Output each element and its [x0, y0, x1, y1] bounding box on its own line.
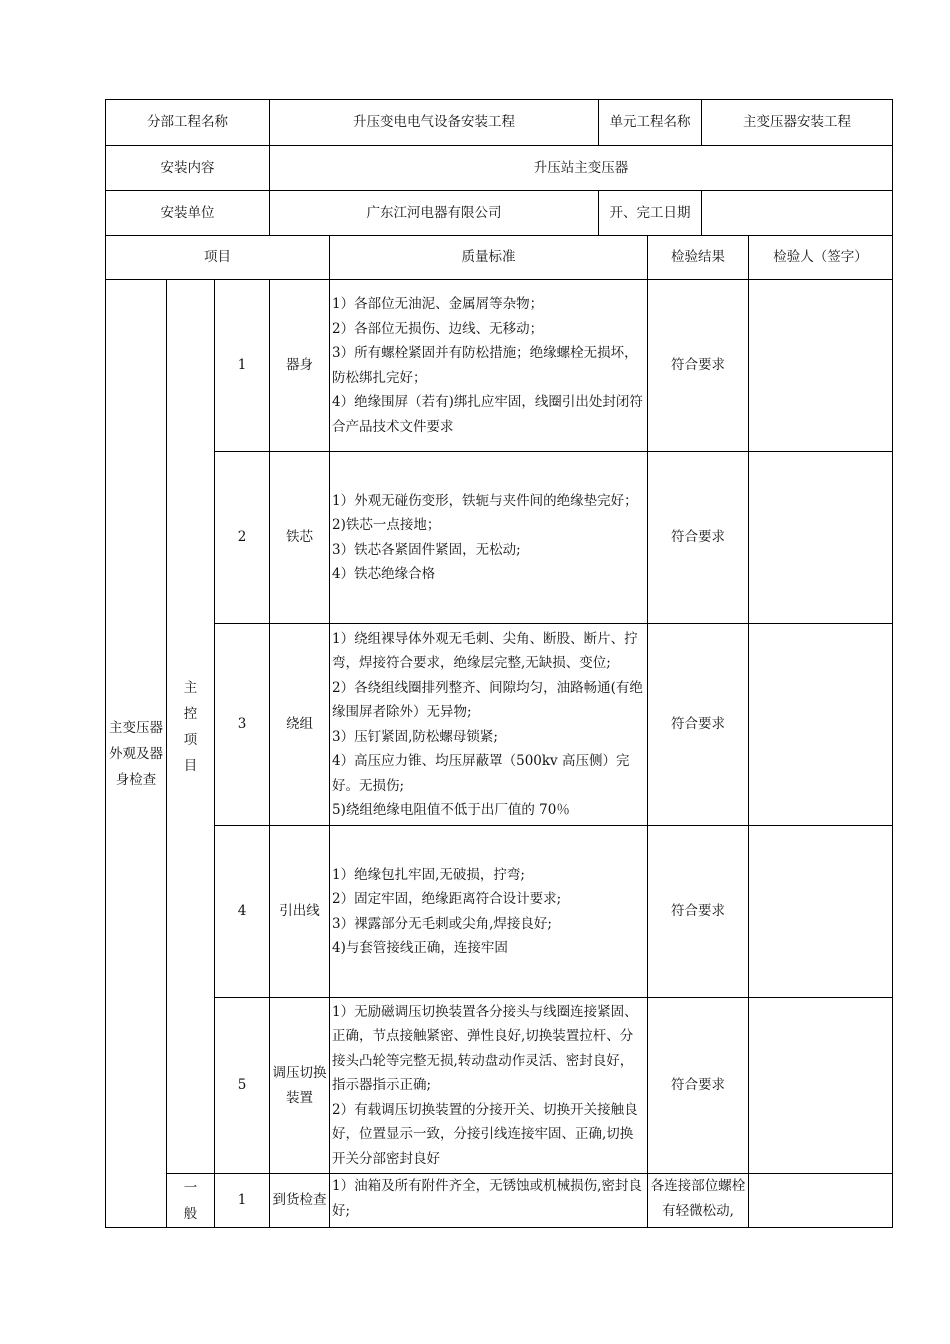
- standard-line: 4）铁芯绝缘合格: [332, 566, 436, 582]
- standard-line: 4)与套管接线正确，连接牢固: [332, 940, 508, 956]
- quality-standard: [330, 826, 648, 998]
- inspection-form: [105, 99, 892, 1228]
- standard-line: 2）各绕组线圈排列整齐、间隙均匀，油路畅通(有绝缘围屏者除外）无异物;: [332, 679, 643, 720]
- standard-line: 1）绝缘包扎牢固,无破损，拧弯;: [332, 866, 525, 883]
- inspection-result: 各连接部位螺栓有轻微松动,: [648, 1174, 749, 1228]
- group-char: 般: [183, 1205, 198, 1222]
- standard-line: 1）各部位无油泥、金属屑等杂物；: [332, 296, 544, 312]
- quality-standard: [330, 998, 648, 1174]
- standard-line: 2)铁芯一点接地；: [332, 517, 441, 533]
- section-label-line: 主变压器: [109, 719, 163, 736]
- standard-line: 2）有载调压切换装置的分接开关、切换开关接触良好，位置显示一致，分接引线连接牢固、正确,切换开关分部密封良好: [332, 1101, 638, 1167]
- item-number: 3: [215, 624, 270, 826]
- standard-line: 3）铁芯各紧固件紧固，无松动;: [332, 541, 521, 558]
- group-char: 主: [183, 679, 198, 696]
- standard-line: 1）外观无碰伤变形，铁轭与夹件间的绝缘垫完好；: [332, 492, 638, 509]
- inspection-result: 符合要求: [648, 624, 749, 826]
- standard-line: 1）无励磁调压切换装置各分接头与线圈连接紧固、正确，节点接触紧密、弹性良好,切换装置拉杆、分接头凸轮等完整无损,转动盘动作灵活、密封良好，指示器指示正确;: [332, 1003, 638, 1094]
- standard-line: 3）所有螺栓紧固并有防松措施；绝缘螺栓无损坏，防松绑扎完好；: [332, 345, 638, 386]
- item-name: 器身: [270, 280, 330, 452]
- item-number: 2: [215, 452, 270, 624]
- standard-line: 5)绕组绝缘电阻值不低于出厂值的 70％: [332, 802, 570, 818]
- column-header-inspector: 检验人（签字）: [749, 236, 893, 280]
- section-label-line: 外观及器: [109, 745, 163, 762]
- group-char: 一: [183, 1179, 198, 1196]
- unit-project-label: 单元工程名称: [599, 100, 702, 146]
- standard-line: 4）绝缘围屏（若有)绑扎应牢固，线圈引出处封闭符合产品技术文件要求: [332, 394, 643, 435]
- inspector-signature[interactable]: [749, 452, 893, 624]
- inspection-table: [105, 99, 893, 1228]
- inspector-signature[interactable]: [749, 826, 893, 998]
- sub-project-label: 分部工程名称: [106, 100, 270, 146]
- quality-standard: [330, 624, 648, 826]
- inspection-result: 符合要求: [648, 826, 749, 998]
- column-header-standard: 质量标准: [330, 236, 648, 280]
- standard-line: 2）各部位无损伤、边线、无移动；: [332, 320, 544, 337]
- installer-label: 安装单位: [106, 191, 270, 236]
- item-number: 5: [215, 998, 270, 1174]
- installer-value: 广东江河电器有限公司: [270, 191, 599, 236]
- inspector-signature[interactable]: [749, 624, 893, 826]
- item-number: 1: [215, 1174, 270, 1228]
- inspector-signature[interactable]: [749, 1174, 893, 1228]
- inspection-result: 符合要求: [648, 452, 749, 624]
- item-name: 到货检查: [270, 1174, 330, 1228]
- item-number: 1: [215, 280, 270, 452]
- quality-standard: [330, 1174, 648, 1228]
- standard-line: 2）固定牢固，绝缘距离符合设计要求;: [332, 891, 562, 907]
- item-name: 调压切换装置: [270, 998, 330, 1174]
- quality-standard: [330, 452, 648, 624]
- section-label: [106, 280, 167, 1228]
- group-char: 项: [183, 731, 198, 748]
- column-header-result: 检验结果: [648, 236, 749, 280]
- inspector-signature[interactable]: [749, 998, 893, 1174]
- item-name: 铁芯: [270, 452, 330, 624]
- content-value: 升压站主变压器: [270, 146, 893, 191]
- date-label: 开、完工日期: [599, 191, 702, 236]
- standard-line: 3）裸露部分无毛刺或尖角,焊接良好;: [332, 915, 552, 932]
- standard-line: 4）高压应力锥、均压屏蔽罩（500kv 高压侧）完好。无损伤;: [332, 753, 630, 794]
- inspection-result: 符合要求: [648, 998, 749, 1174]
- group-char: 目: [183, 757, 198, 774]
- item-number: 4: [215, 826, 270, 998]
- group-general: [167, 1174, 215, 1228]
- content-label: 安装内容: [106, 146, 270, 191]
- standard-line: 1）油箱及所有附件齐全，无锈蚀或机械损伤,密封良好;: [332, 1178, 642, 1219]
- group-char: 控: [183, 705, 198, 722]
- quality-standard: [330, 280, 648, 452]
- section-label-line: 身检查: [115, 771, 157, 788]
- date-value[interactable]: [702, 191, 893, 236]
- standard-line: 1）绕组裸导体外观无毛刺、尖角、断股、断片、拧弯，焊接符合要求，绝缘层完整,无缺损、变位;: [332, 630, 638, 671]
- inspector-signature[interactable]: [749, 280, 893, 452]
- column-header-item: 项目: [106, 236, 330, 280]
- sub-project-value: 升压变电电气设备安装工程: [270, 100, 599, 146]
- item-name: 引出线: [270, 826, 330, 998]
- group-main-control: [167, 280, 215, 1174]
- unit-project-value: 主变压器安装工程: [702, 100, 893, 146]
- standard-line: 3）压钉紧固,防松螺母锁紧;: [332, 728, 498, 745]
- item-name: 绕组: [270, 624, 330, 826]
- inspection-result: 符合要求: [648, 280, 749, 452]
